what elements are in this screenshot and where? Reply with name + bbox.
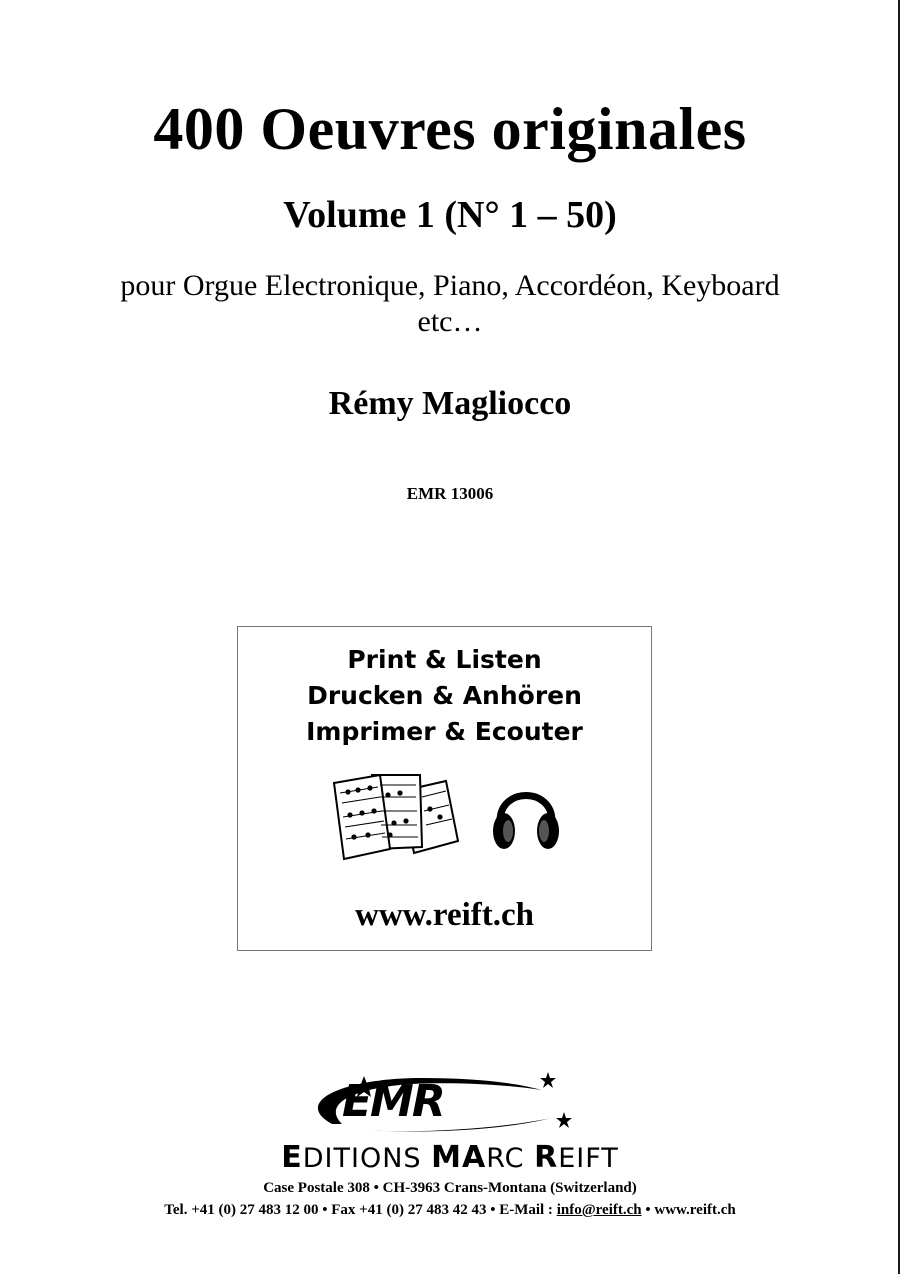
volume-subtitle: Volume 1 (N° 1 – 50)	[283, 194, 617, 236]
promo-line-french: Imprimer & Ecouter	[306, 717, 583, 746]
print-listen-box	[237, 626, 652, 951]
sheet-music-icon	[330, 769, 460, 863]
contact-website[interactable]: • www.reift.ch	[641, 1202, 736, 1218]
promo-line-german: Drucken & Anhören	[307, 681, 582, 710]
emr-logo-text: EMR	[342, 1076, 444, 1127]
catalog-number: EMR 13006	[406, 484, 494, 503]
promo-line-english: Print & Listen	[347, 645, 542, 674]
contact-phone-fax: Tel. +41 (0) 27 483 12 00 • Fax +41 (0) 27 483 42 43 • E-Mail :	[164, 1202, 557, 1218]
composer-name: Rémy Magliocco	[328, 385, 572, 422]
publisher-name: EDITIONS MARC REIFT	[281, 1140, 619, 1175]
publisher-contact	[0, 1202, 900, 1219]
publisher-address: Case Postale 308 • CH-3963 Crans-Montana (Switzerland)	[263, 1180, 637, 1196]
instrumentation	[0, 268, 900, 340]
email-link[interactable]: info@reift.ch	[556, 1202, 642, 1218]
headphones-icon	[490, 775, 562, 857]
instrumentation-line-1: pour Orgue Electronique, Piano, Accordéon, Keyboard	[120, 269, 780, 302]
promo-text	[238, 642, 651, 750]
promo-website-link[interactable]: www.reift.ch	[354, 897, 535, 933]
instrumentation-line-2: etc…	[417, 305, 483, 338]
page-title: 400 Oeuvres originales	[153, 96, 747, 162]
